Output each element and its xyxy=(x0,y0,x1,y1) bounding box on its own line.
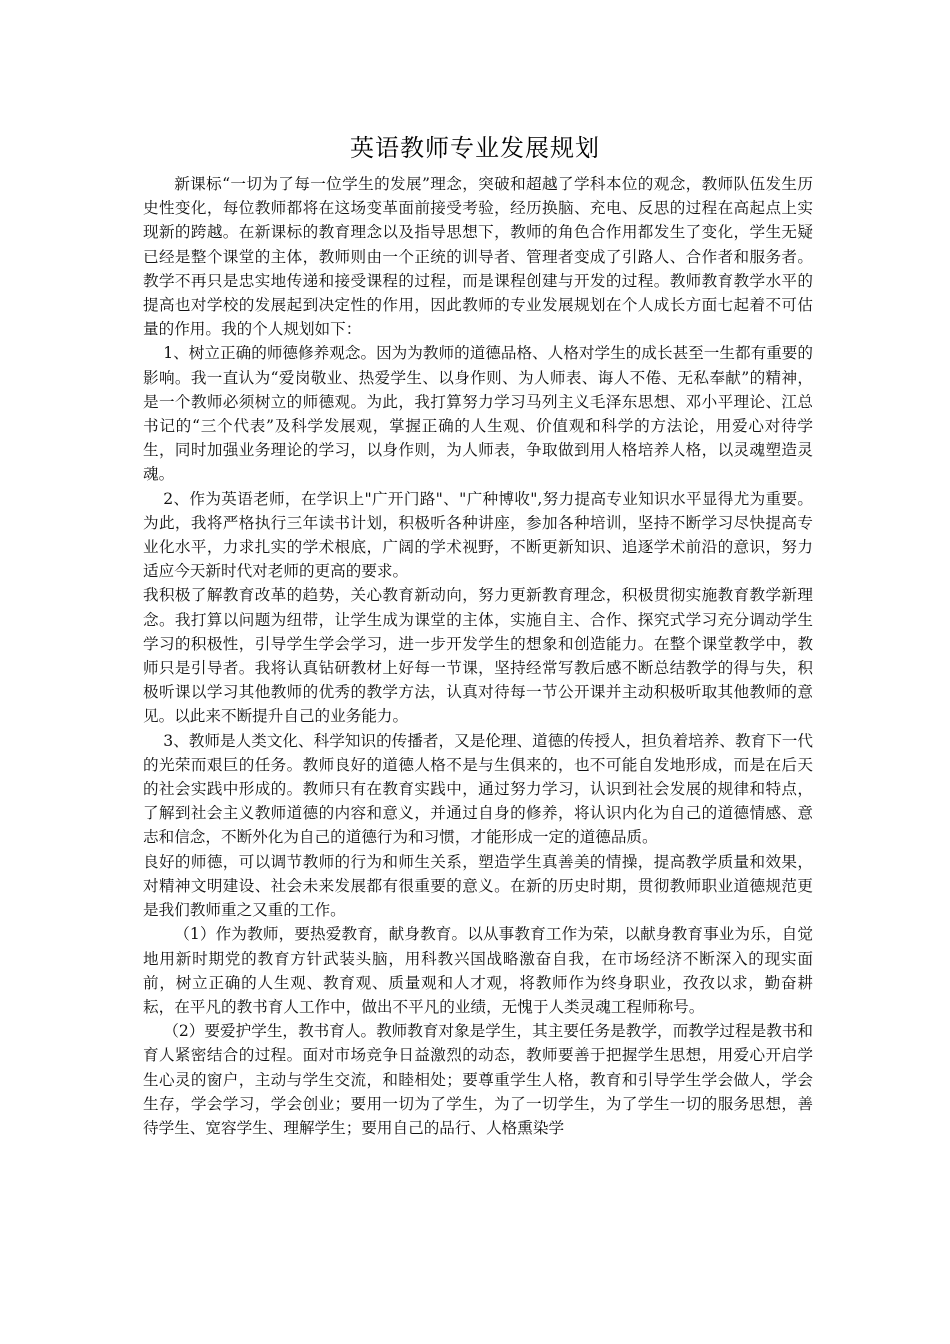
paragraph-point-1: 1、树立正确的师德修养观念。因为为教师的道德品格、人格对学生的成长甚至一生都有重要的影响。我一直认为“爱岗敬业、热爱学生、以身作则、为人师表、诲人不倦、无私奉献”的精神，是一个教师必须树立的师德观。为此，我打算努力学习马列主义毛泽东思想、邓小平理论、江总书记的“三个代表”及科学发展观，掌握正确的人生观、价值观和科学的方法论，用爱心对待学生，同时加强业务理论的学习，以身作则，为人师表，争取做到用人格培养人格，以灵魂塑造灵魂。 xyxy=(143,344,813,484)
paragraph-education-reform: 我积极了解教育改革的趋势，关心教育新动向，努力更新教育理念，积极贯彻实施教育教学新理念。我打算以问题为纽带，让学生成为课堂的主体，实施自主、合作、探究式学习充分调动学生学习的积极性，引导学生学会学习，进一步开发学生的想象和创造能力。在整个课堂教学中，教师只是引导者。我将认真钻研教材上好每一节课，坚持经常写教后感不断总结教学的得与失，积极听课以学习其他教师的优秀的教学方法，认真对待每一节公开课并主动积极听取其他教师的意见。以此来不断提升自己的业务能力。 xyxy=(143,586,813,726)
paragraph-subpoint-2: （2）要爱护学生，教书育人。教师教育对象是学生，其主要任务是教学，而教学过程是教书和育人紧密结合的过程。面对市场竞争日益激烈的动态，教师要善于把握学生思想，用爱心开启学生心灵的窗户，主动与学生交流，和睦相处；要尊重学生人格，教育和引导学生学会做人，学会生存，学会学习，学会创业；要用一切为了学生，为了一切学生，为了学生一切的服务思想，善待学生、宽容学生、理解学生；要用自己的品行、人格熏染学 xyxy=(143,1022,813,1137)
paragraph-subpoint-1: （1）作为教师，要热爱教育，献身教育。以从事教育工作为荣，以献身教育事业为乐，自觉地用新时期党的教育方针武装头脑，用科教兴国战略激奋自我，在市场经济不断深入的现实面前，树立正确的人生观、教育观、质量观和人才观，将教师作为终身职业，孜孜以求，勤奋耕耘，在平凡的教书育人工作中，做出不平凡的业绩，无愧于人类灵魂工程师称号。 xyxy=(143,925,813,1016)
document-title: 英语教师专业发展规划 xyxy=(350,134,600,162)
paragraph-point-2: 2、作为英语老师，在学识上"广开门路"、"广种博收",努力提高专业知识水平显得尤为重要。为此，我将严格执行三年读书计划，积极听各种讲座，参加各种培训，坚持不断学习尽快提高专业化水平，力求扎实的学术根底，广阔的学术视野，不断更新知识、追逐学术前沿的意识，努力适应今天新时代对老师的更高的要求。 xyxy=(143,489,813,581)
paragraph-point-3: 3、教师是人类文化、科学知识的传播者，又是伦理、道德的传授人，担负着培养、教育下一代的光荣而艰巨的任务。教师良好的道德人格不是与生俱来的，也不可能自发地形成，而是在后天的社会实践中形成的。教师只有在教育实践中，通过努力学习，认识到社会发展的规律和特点，了解到社会主义教师道德的内容和意义，并通过自身的修养，将认识内化为自己的道德情感、意志和信念，不断外化为自己的道德行为和习惯，才能形成一定的道德品质。 xyxy=(143,731,813,847)
paragraph-intro: 新课标“一切为了每一位学生的发展”理念，突破和超越了学科本位的观念，教师队伍发生历史性变化，每位教师都将在这场变革面前接受考验，经历换脑、充电、反思的过程在高起点上实现新的跨越。在新课标的教育理念以及指导思想下，教师的角色合作用都发生了变化，学生无疑已经是整个课堂的主体，教师则由一个正统的训导者、管理者变成了引路人、合作者和服务者。教学不再只是忠实地传递和接受课程的过程，而是课程创建与开发的过程。教师教育教学水平的提高也对学校的发展起到决定性的作用，因此教师的专业发展规划在个人成长方面七起着不可估量的作用。我的个人规划如下： xyxy=(143,175,813,339)
document-body xyxy=(143,172,813,1140)
paragraph-teacher-ethics: 良好的师德，可以调节教师的行为和师生关系，塑造学生真善美的情操，提高教学质量和效果，对精神文明建设、社会未来发展都有很重要的意义。在新的历史时期，贯彻教师职业道德规范更是我们教师重之又重的工作。 xyxy=(143,852,813,920)
